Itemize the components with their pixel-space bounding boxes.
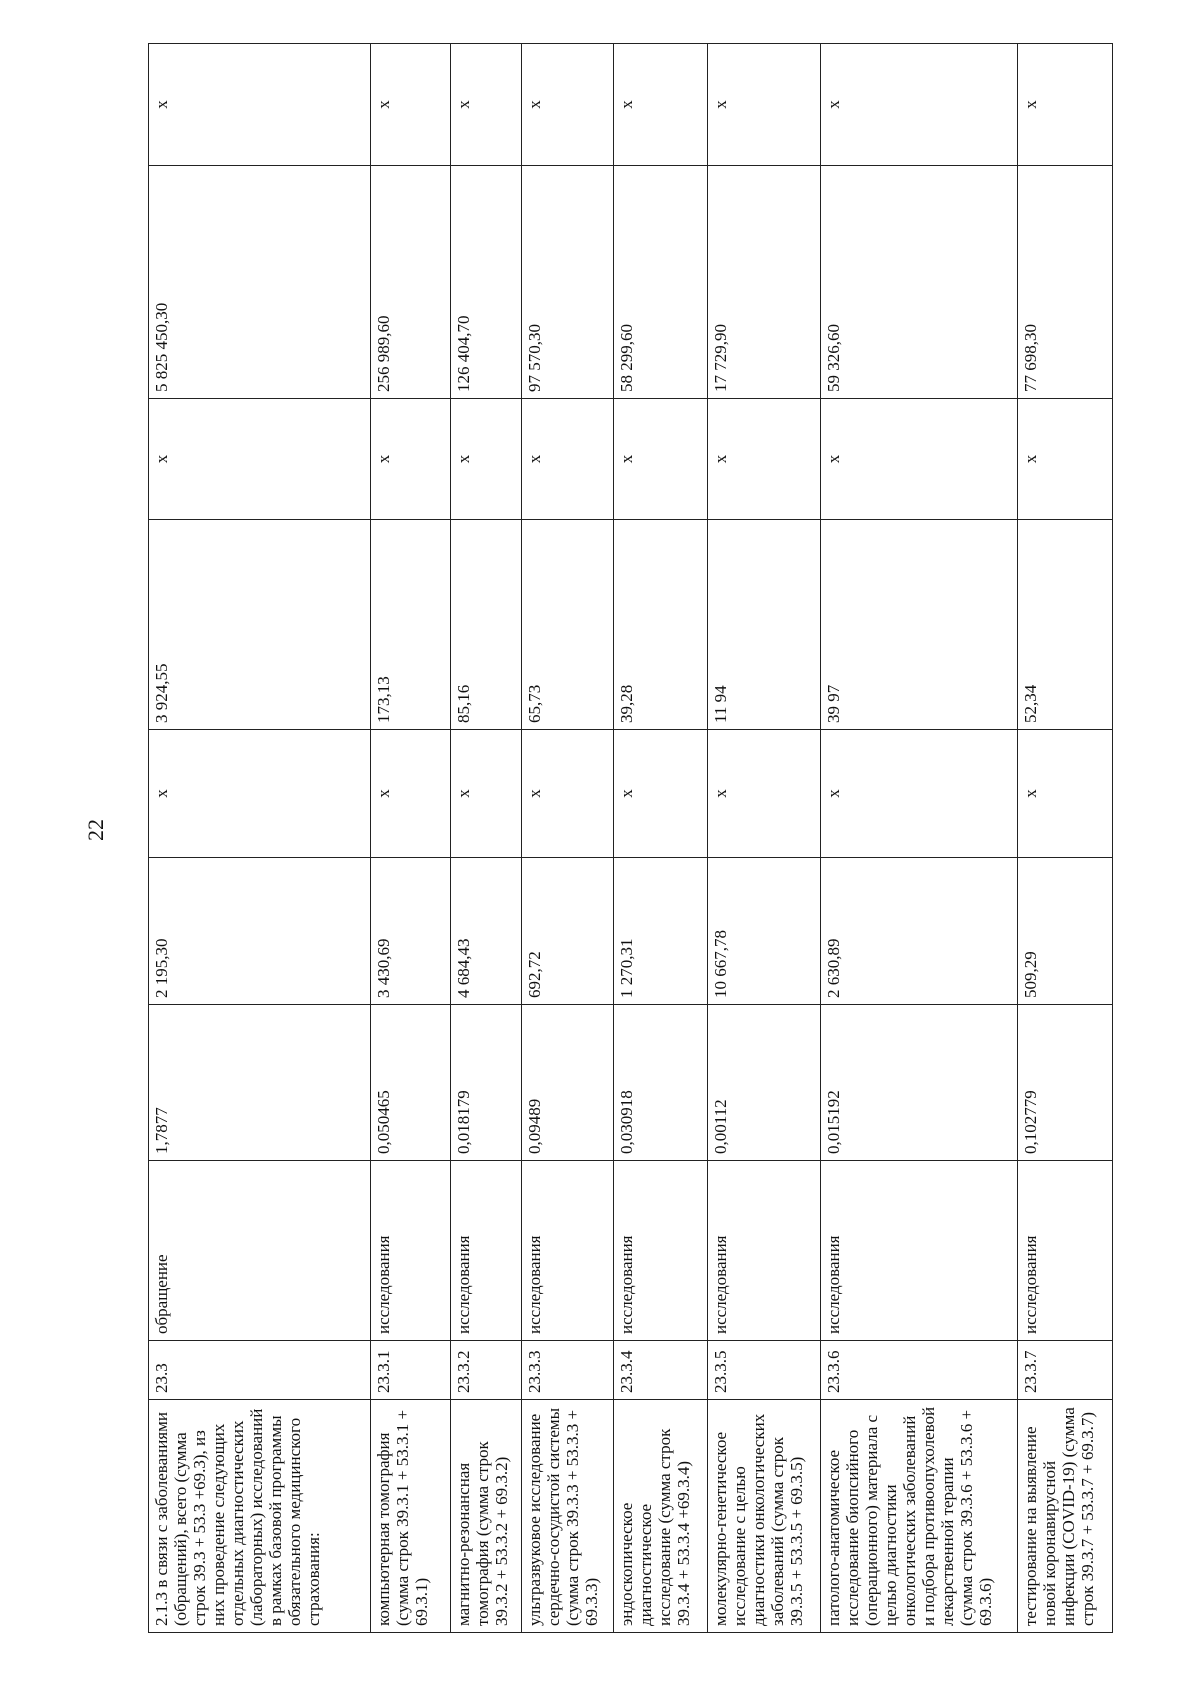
row-name-cell: эндоскопическое диагностическое исследование (сумма строк 39.3.4 + 53.3.4 +69.3.4): [613, 1400, 707, 1633]
row-code-cell: 23.3.1: [371, 1341, 451, 1400]
per-capita-value-cell: 173,13: [371, 520, 451, 730]
unit-cell: исследования: [707, 1161, 820, 1341]
x-mark-cell: х: [149, 730, 371, 858]
total-value-cell: 97 570,30: [521, 166, 613, 399]
x-mark-cell: х: [613, 730, 707, 858]
table-row: [451, 44, 522, 1633]
cost-value-cell: 692,72: [521, 858, 613, 1005]
x-mark-cell: х: [820, 399, 1017, 520]
per-capita-value-cell: 39 97: [820, 520, 1017, 730]
x-mark-cell: х: [707, 730, 820, 858]
total-value-cell: 126 404,70: [451, 166, 522, 399]
cost-value-cell: 10 667,78: [707, 858, 820, 1005]
per-capita-value-cell: 52,34: [1017, 520, 1112, 730]
x-mark-cell: х: [613, 399, 707, 520]
cost-value-cell: 2 195,30: [149, 858, 371, 1005]
x-mark-cell: х: [820, 730, 1017, 858]
row-code-cell: 23.3: [149, 1341, 371, 1400]
unit-cell: обращение: [149, 1161, 371, 1341]
x-mark-cell: х: [451, 399, 522, 520]
row-code-cell: 23.3.4: [613, 1341, 707, 1400]
cost-value-cell: 509,29: [1017, 858, 1112, 1005]
table-row: [1017, 44, 1112, 1633]
unit-cell: исследования: [1017, 1161, 1112, 1341]
page-number: 22: [83, 819, 108, 841]
row-code-cell: 23.3.5: [707, 1341, 820, 1400]
x-mark-cell: х: [371, 44, 451, 166]
total-value-cell: 58 299,60: [613, 166, 707, 399]
table-row: [521, 44, 613, 1633]
row-name-cell: молекулярно-генетическое исследование с целью диагностики онкологических заболеваний (сумма строк 39.3.5 + 53.3.5 + 69.3.5): [707, 1400, 820, 1633]
x-mark-cell: х: [521, 399, 613, 520]
row-name-cell: 2.1.3 в связи с заболеваниями (обращений), всего (сумма строк 39.3 + 53.3 +69.3), из них проведение следующих отдельных диагностических (лабораторных) исследований в рамках базовой программы обязательного медицинского страхования:: [149, 1400, 371, 1633]
row-name-cell: ультразвуковое исследование сердечно-сосудистой системы (сумма строк 39.3.3 + 53.3.3 + 69.3.3): [521, 1400, 613, 1633]
x-mark-cell: х: [451, 730, 522, 858]
cost-value-cell: 1 270,31: [613, 858, 707, 1005]
per-capita-value-cell: 11 94: [707, 520, 820, 730]
x-mark-cell: х: [1017, 399, 1112, 520]
per-capita-value-cell: 85,16: [451, 520, 522, 730]
norm-value-cell: 0,050465: [371, 1005, 451, 1161]
unit-cell: исследования: [820, 1161, 1017, 1341]
table-row: [820, 44, 1017, 1633]
x-mark-cell: х: [707, 399, 820, 520]
total-value-cell: 17 729,90: [707, 166, 820, 399]
x-mark-cell: х: [451, 44, 522, 166]
norm-value-cell: 0,102779: [1017, 1005, 1112, 1161]
row-name-cell: магнитно-резонансная томография (сумма строк 39.3.2 + 53.3.2 + 69.3.2): [451, 1400, 522, 1633]
norm-value-cell: 1,7877: [149, 1005, 371, 1161]
row-code-cell: 23.3.7: [1017, 1341, 1112, 1400]
table-row: [707, 44, 820, 1633]
row-name-cell: патолого-анатомическое исследование биопсийного (операционного) материала с целью диагностики онкологических заболеваний и подбора противоопухолевой лекарственной терапии (сумма строк 39.3.6 + 53.3.6 + 69.3.6): [820, 1400, 1017, 1633]
unit-cell: исследования: [371, 1161, 451, 1341]
cost-value-cell: 2 630,89: [820, 858, 1017, 1005]
total-value-cell: 256 989,60: [371, 166, 451, 399]
row-code-cell: 23.3.3: [521, 1341, 613, 1400]
total-value-cell: 59 326,60: [820, 166, 1017, 399]
norm-value-cell: 0,030918: [613, 1005, 707, 1161]
row-name-cell: тестирование на выявление новой коронавирусной инфекции (COVID-19) (сумма строк 39.3.7 + 53.3.7 + 69.3.7): [1017, 1400, 1112, 1633]
cost-value-cell: 4 684,43: [451, 858, 522, 1005]
norm-value-cell: 0,015192: [820, 1005, 1017, 1161]
unit-cell: исследования: [613, 1161, 707, 1341]
unit-cell: исследования: [451, 1161, 522, 1341]
per-capita-value-cell: 65,73: [521, 520, 613, 730]
norm-value-cell: 0,09489: [521, 1005, 613, 1161]
row-code-cell: 23.3.2: [451, 1341, 522, 1400]
x-mark-cell: х: [371, 730, 451, 858]
per-capita-value-cell: 39,28: [613, 520, 707, 730]
x-mark-cell: х: [1017, 44, 1112, 166]
per-capita-value-cell: 3 924,55: [149, 520, 371, 730]
x-mark-cell: х: [149, 44, 371, 166]
x-mark-cell: х: [613, 44, 707, 166]
table-row: [149, 44, 371, 1633]
cost-value-cell: 3 430,69: [371, 858, 451, 1005]
x-mark-cell: х: [820, 44, 1017, 166]
total-value-cell: 5 825 450,30: [149, 166, 371, 399]
data-table: [148, 43, 1113, 1633]
total-value-cell: 77 698,30: [1017, 166, 1112, 399]
row-name-cell: компьютерная томография (сумма строк 39.3.1 + 53.3.1 + 69.3.1): [371, 1400, 451, 1633]
row-code-cell: 23.3.6: [820, 1341, 1017, 1400]
x-mark-cell: х: [707, 44, 820, 166]
norm-value-cell: 0,018179: [451, 1005, 522, 1161]
table-row: [371, 44, 451, 1633]
x-mark-cell: х: [149, 399, 371, 520]
x-mark-cell: х: [521, 44, 613, 166]
x-mark-cell: х: [371, 399, 451, 520]
x-mark-cell: х: [1017, 730, 1112, 858]
norm-value-cell: 0,00112: [707, 1005, 820, 1161]
unit-cell: исследования: [521, 1161, 613, 1341]
table-row: [613, 44, 707, 1633]
table-container: [148, 44, 1113, 1633]
x-mark-cell: х: [521, 730, 613, 858]
